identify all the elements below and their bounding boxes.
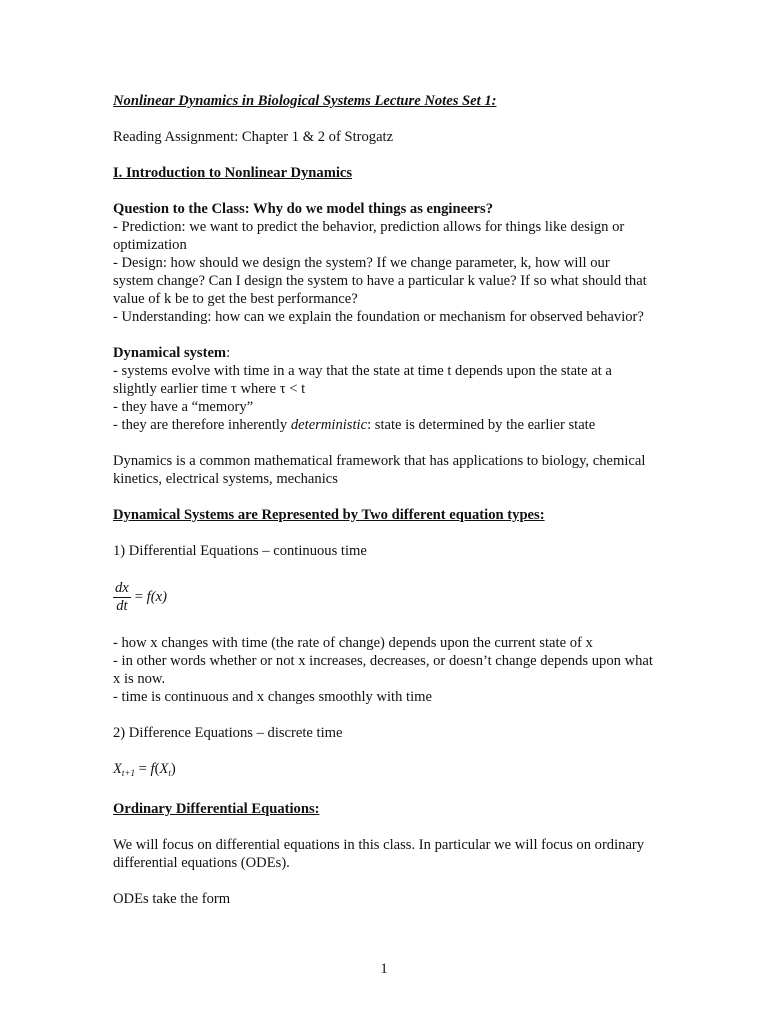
differential-equation-formula	[113, 578, 653, 616]
class-question: Question to the Class: Why do we model things as engineers?	[113, 201, 494, 217]
equation-rhs	[135, 588, 167, 606]
equals-sign-2: =	[135, 761, 151, 777]
reading-assignment: Reading Assignment: Chapter 1 & 2 of Strogatz	[113, 129, 394, 145]
ode-form-line: ODEs take the form	[113, 891, 231, 907]
bullet-prediction: - Prediction: we want to predict the behavior, prediction allows for things like design or optimization	[113, 219, 625, 253]
page-number: 1	[380, 961, 388, 977]
function-arg: (x)	[150, 589, 167, 605]
document-body	[113, 92, 653, 908]
difference-equations-heading: 2) Difference Equations – discrete time	[113, 725, 343, 741]
dynamical-system-label: Dynamical system	[113, 345, 227, 361]
bullet-understanding: - Understanding: how can we explain the foundation or mechanism for observed behavior?	[113, 309, 644, 325]
bullet-de-rate: - how x changes with time (the rate of change) depends upon the current state of x	[113, 635, 593, 651]
equals-sign: =	[134, 589, 144, 605]
paren-open: (	[154, 761, 160, 777]
dynamical-system-heading	[113, 344, 653, 362]
deterministic-pre: - they are therefore inherently	[113, 417, 291, 433]
var-x: X	[113, 761, 122, 777]
bullet-dyn-evolve: - systems evolve with time in a way that the state at time t depends upon the state at a slightly earlier time τ where τ < t	[113, 363, 612, 397]
fraction-denominator: dt	[116, 597, 128, 614]
deterministic-post: : state is determined by the earlier state	[367, 417, 596, 433]
paren-close: )	[170, 761, 176, 777]
bullet-dyn-memory: - they have a “memory”	[113, 399, 254, 415]
document-title: Nonlinear Dynamics in Biological Systems Lecture Notes Set 1:	[113, 93, 497, 109]
deterministic-term: deterministic	[290, 417, 368, 433]
bullet-dyn-deterministic	[113, 416, 653, 434]
ode-paragraph: We will focus on differential equations in this class. In particular we will focus on ordinary differential equations (ODEs).	[113, 837, 645, 871]
section-heading-ode: Ordinary Differential Equations:	[113, 801, 320, 817]
bullet-de-words: - in other words whether or not x increases, decreases, or doesn’t change depends upon what x is now.	[113, 653, 653, 687]
dynamical-system-colon: :	[226, 345, 231, 361]
section-heading-equation-types: Dynamical Systems are Represented by Two different equation types:	[113, 507, 545, 523]
section-heading-intro: I. Introduction to Nonlinear Dynamics	[113, 165, 353, 181]
subscript-t: t	[168, 768, 171, 778]
fraction-numerator: dx	[115, 579, 129, 596]
derivative-fraction	[113, 581, 131, 614]
function-f: f	[146, 589, 151, 605]
bullet-de-continuous: - time is continuous and x changes smoothly with time	[113, 689, 432, 705]
subscript-t-plus-1: t+1	[121, 768, 135, 778]
dynamics-paragraph: Dynamics is a common mathematical framework that has applications to biology, chemical kinetics, electrical systems, mechanics	[113, 453, 646, 487]
difference-equation-formula	[113, 760, 653, 782]
var-x-2: X	[159, 761, 169, 777]
bullet-design: - Design: how should we design the system? If we change parameter, k, how will our system change? Can I design the system to have a particular k value? If so what should that value of k be to get the best performance?	[113, 255, 647, 307]
differential-equations-heading: 1) Differential Equations – continuous time	[113, 543, 367, 559]
function-f-2: f	[150, 761, 155, 777]
